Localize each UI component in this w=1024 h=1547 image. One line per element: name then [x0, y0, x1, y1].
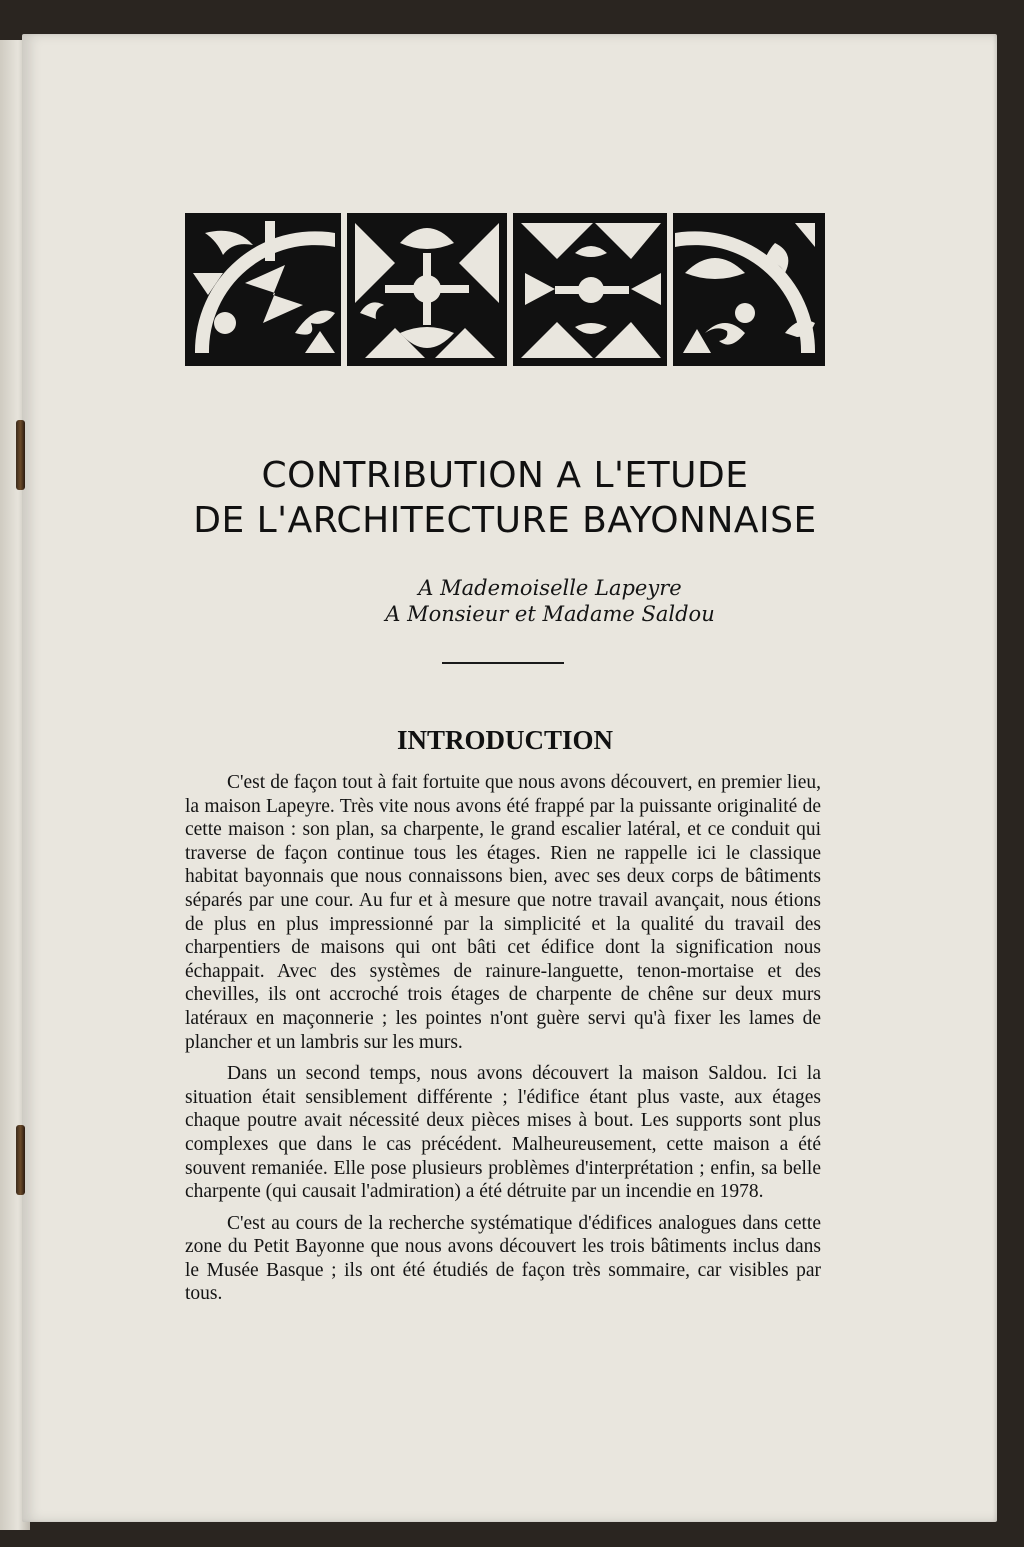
- section-heading: INTRODUCTION: [396, 725, 614, 756]
- basque-decorative-frieze-icon: [185, 213, 825, 366]
- title-line-1: CONTRIBUTION A L'ETUDE: [261, 455, 749, 496]
- staple-top: [16, 420, 25, 490]
- title-line-2: DE L'ARCHITECTURE BAYONNAISE: [193, 500, 817, 541]
- dedication-line-2: A Monsieur et Madame Saldou: [385, 602, 715, 626]
- paragraph-2: Dans un second temps, nous avons découvert la maison Saldou. Ici la situation était sensiblement différente ; l'édifice étant plus vaste, aux étages chaque poutre avait nécessité deux pièces mises à bout. Les supports sont plus complexes que dans le cas précédent. Malheureusement, cette maison a été souvent remaniée. Elle pose plusieurs problèmes d'interprétation ; enfin, sa belle charpente (qui causait l'admiration) a été détruite par un incendie en 1978.: [185, 1063, 821, 1203]
- separator-rule: [442, 662, 564, 664]
- paragraph-1: C'est de façon tout à fait fortuite que nous avons découvert, en premier lieu, la maison Lapeyre. Très vite nous avons été frappé par la puissante originalité de cette maison : son plan, sa charpente, le grand escalier latéral, et ce conduit qui traverse de façon continue tous les étages. Rien ne rappelle ici le classique habitat bayonnais que nous connaissons bien, avec ses deux corps de bâtiments séparés par une cour. Au fur et à mesure que notre travail avançait, nous étions de plus en plus impressionné par la simplicité et la qualité du travail des charpentiers de maisons qui ont bâti cet édifice dont la signification nous échappait. Avec des systèmes de rainure-languette, tenon-mortaise et des chevilles, ils ont accroché trois étages de charpente de chêne sur deux murs latéraux en maçonnerie ; les pointes n'ont guère servi qu'à fixer les lames de plancher et un lambris sur les murs.: [185, 772, 821, 1053]
- dedication-line-1: A Mademoiselle Lapeyre: [418, 576, 682, 600]
- paragraph-3: C'est au cours de la recherche systématique d'édifices analogues dans cette zone du Petit Bayonne que nous avons découvert les trois bâtiments inclus dans le Musée Basque ; ils ont été étudiés de façon très sommaire, car visibles par tous.: [185, 1212, 821, 1305]
- body-text: [185, 771, 821, 1314]
- staple-bottom: [16, 1125, 25, 1195]
